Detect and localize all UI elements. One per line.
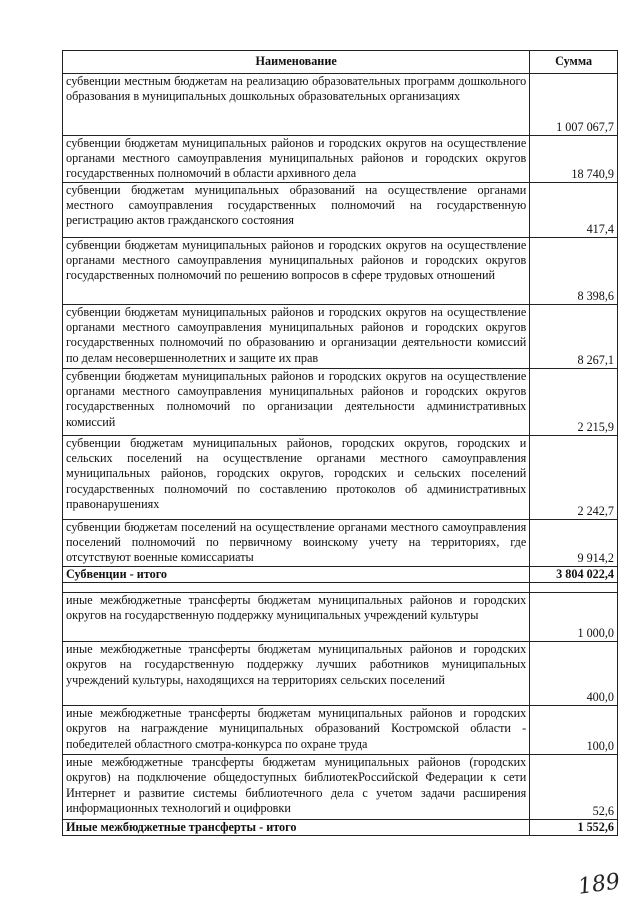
table-row	[63, 136, 618, 183]
page-number: 189	[576, 869, 622, 900]
row-sum: 400,0	[530, 642, 618, 706]
table-header-row	[63, 51, 618, 74]
table-row	[63, 520, 618, 567]
spacer-row	[63, 583, 618, 593]
budget-table	[62, 50, 618, 836]
table-row	[63, 436, 618, 520]
table-row	[63, 305, 618, 369]
row-name: субвенции местным бюджетам на реализацию образовательных программ дошкольного образования в муниципальных дошкольных образовательных организациях	[63, 74, 530, 136]
table-body	[63, 74, 618, 836]
table-row	[63, 755, 618, 820]
table-row	[63, 706, 618, 755]
row-sum: 2 215,9	[530, 369, 618, 436]
subtotal-sum: 3 804 022,4	[530, 567, 618, 583]
row-name: иные межбюджетные трансферты бюджетам муниципальных районов и городских округов на государственную поддержку лучших работников муниципальных учреждений культуры, находящихся на территориях сельских поселений	[63, 642, 530, 706]
subtotal-sum: 1 552,6	[530, 820, 618, 836]
table-row	[63, 74, 618, 136]
row-name: субвенции бюджетам поселений на осуществление органами местного самоуправления поселений полномочий по первичному воинскому учету на территориях, где отсутствуют военные комиссариаты	[63, 520, 530, 567]
subtotal-name: Субвенции - итого	[63, 567, 530, 583]
row-name: субвенции бюджетам муниципальных образований на осуществление органами местного самоуправления государственных полномочий на государственную регистрацию актов гражданского состояния	[63, 183, 530, 238]
spacer-cell	[63, 583, 530, 593]
row-sum: 100,0	[530, 706, 618, 755]
row-name: иные межбюджетные трансферты бюджетам муниципальных районов (городских округов) на подключение общедоступных библиотекРоссийской Федерации к сети Интернет и развитие системы библиотечного дела с учетом задачи расширения информационных технологий и оцифровки	[63, 755, 530, 820]
row-name: иные межбюджетные трансферты бюджетам муниципальных районов и городских округов на награждение муниципальных образований Костромской области - победителей областного смотра-конкурса по охране труда	[63, 706, 530, 755]
table-row	[63, 593, 618, 642]
table-row	[63, 238, 618, 305]
header-name: Наименование	[63, 51, 530, 74]
table-row	[63, 369, 618, 436]
row-name: иные межбюджетные трансферты бюджетам муниципальных районов и городских округов на государственную поддержку муниципальных учреждений культуры	[63, 593, 530, 642]
row-name: субвенции бюджетам муниципальных районов и городских округов на осуществление органами местного самоуправления муниципальных районов и городских округов государственных полномочий в области архивного дела	[63, 136, 530, 183]
row-sum: 8 267,1	[530, 305, 618, 369]
row-name: субвенции бюджетам муниципальных районов и городских округов на осуществление органами местного самоуправления муниципальных районов и городских округов государственных полномочий по организации деятельности административных комиссий	[63, 369, 530, 436]
row-sum: 1 007 067,7	[530, 74, 618, 136]
row-sum: 417,4	[530, 183, 618, 238]
row-sum: 9 914,2	[530, 520, 618, 567]
header-sum: Сумма	[530, 51, 618, 74]
row-sum: 2 242,7	[530, 436, 618, 520]
row-name: субвенции бюджетам муниципальных районов, городских округов, городских и сельских поселений на осуществление органами местного самоуправления муниципальных районов, городских округов, городских и сельских поселений государственных полномочий по составлению протоколов об административных правонарушениях	[63, 436, 530, 520]
subtotal-name: Иные межбюджетные трансферты - итого	[63, 820, 530, 836]
table-row	[63, 642, 618, 706]
row-sum: 1 000,0	[530, 593, 618, 642]
row-sum: 52,6	[530, 755, 618, 820]
row-sum: 18 740,9	[530, 136, 618, 183]
spacer-cell	[530, 583, 618, 593]
row-name: субвенции бюджетам муниципальных районов и городских округов на осуществление органами местного самоуправления муниципальных районов и городских округов государственных полномочий по решению вопросов в сфере трудовых отношений	[63, 238, 530, 305]
row-name: субвенции бюджетам муниципальных районов и городских округов на осуществление органами местного самоуправления муниципальных районов и городских округов государственных полномочий по образованию и организации деятельности комиссий по делам несовершеннолетних и защите их прав	[63, 305, 530, 369]
table-row	[63, 183, 618, 238]
subtotal-row	[63, 567, 618, 583]
row-sum: 8 398,6	[530, 238, 618, 305]
subtotal-row	[63, 820, 618, 836]
